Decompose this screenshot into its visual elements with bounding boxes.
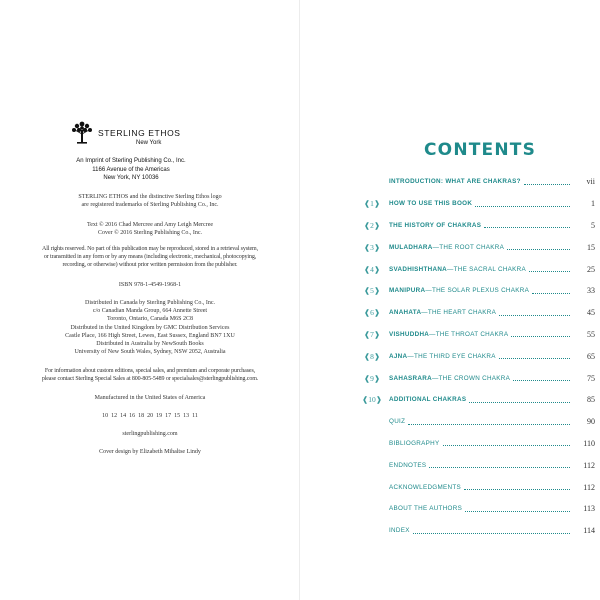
toc-page-number: 5 — [591, 220, 595, 230]
toc-entry[interactable] — [355, 280, 595, 302]
toc-chapter-number: ❰10❱ — [361, 395, 383, 405]
toc-title-main: ANAHATA — [389, 309, 422, 317]
toc-leader-dots — [443, 444, 571, 446]
toc-page-number: 112 — [583, 460, 595, 470]
sales-info: For information about custom editions, special sales, and premium and corporate purchases, please contact Sterling Special Sales at 800-805-5489 or specialsales@sterlingpublishing.com. — [41, 368, 259, 383]
toc-chapter-number: ❰9❱ — [363, 373, 381, 383]
cover-design-credit: Cover design by Elizabeth Mihaltse Lindy — [99, 449, 201, 455]
imprint-address: An Imprint of Sterling Publishing Co., Inc. 1166 Avenue of the Americas New York, NY 10036 — [76, 158, 186, 181]
text-copyright: Text © 2016 Chad Mercree and Amy Leigh Mercree Cover © 2016 Sterling Publishing Co., Inc. — [86, 222, 214, 237]
toc-chapter-number: ❰7❱ — [363, 329, 381, 339]
toc-title-rest: ENDNOTES — [389, 461, 427, 469]
toc-title-rest: —THE SOLAR PLEXUS CHAKRA — [425, 287, 530, 295]
toc-chapter-number: ❰5❱ — [363, 286, 381, 296]
toc-title-rest: ACKNOWLEDGMENTS — [389, 483, 462, 491]
toc-title — [389, 178, 521, 185]
toc-page-number: 33 — [587, 286, 595, 296]
toc-title-main: VISHUDDHA — [389, 330, 430, 338]
toc-page-number: 75 — [587, 373, 595, 383]
toc-title-rest: —THE THROAT CHAKRA — [429, 330, 509, 338]
toc-leader-dots — [513, 379, 570, 381]
toc-chapter-number: ❰4❱ — [363, 264, 381, 274]
toc-entry[interactable] — [355, 498, 595, 520]
toc-title-rest: —THE ROOT CHAKRA — [432, 243, 505, 251]
toc-leader-dots — [532, 292, 570, 294]
toc-leader-dots — [484, 226, 570, 228]
toc-leader-dots — [511, 335, 570, 337]
toc-leader-dots — [499, 357, 570, 359]
toc-chapter-number: ❰6❱ — [363, 308, 381, 318]
toc-leader-dots — [465, 510, 570, 512]
toc-title — [389, 484, 461, 491]
trademark-notice: STERLING ETHOS and the distinctive Sterling Ethos logo are registered trademarks of Sterling Publishing Co., Inc. — [78, 194, 222, 209]
toc-title — [389, 222, 481, 229]
toc-title-rest: QUIZ — [389, 418, 406, 426]
toc-title — [389, 244, 504, 251]
toc-chapter-number: ❰1❱ — [363, 199, 381, 209]
toc-page-number: 112 — [583, 482, 595, 492]
toc-title-main: SVADHISHTHANA — [389, 265, 448, 273]
toc-title — [389, 396, 466, 403]
toc-title — [389, 505, 462, 512]
toc-chapter-number: ❰8❱ — [363, 351, 381, 361]
toc-page-number: 114 — [583, 526, 595, 536]
toc-entry[interactable] — [355, 258, 595, 280]
toc-title — [389, 287, 529, 294]
toc-leader-dots — [507, 248, 570, 250]
toc-leader-dots — [429, 466, 570, 468]
toc-leader-dots — [413, 532, 570, 534]
toc-leader-dots — [475, 205, 570, 207]
toc-title-rest: —THE HEART CHAKRA — [421, 309, 497, 317]
logo-city: New York — [136, 140, 162, 146]
toc-title-main: ADDITIONAL CHAKRAS — [389, 396, 467, 404]
toc-title-main: AJNA — [389, 352, 408, 360]
toc-page-number: 15 — [587, 242, 595, 252]
toc-leader-dots — [529, 270, 570, 272]
toc-page-number: 110 — [583, 438, 595, 448]
toc-entry[interactable] — [355, 302, 595, 324]
toc-page-number: 55 — [587, 329, 595, 339]
toc-title-main: HOW TO USE THIS BOOK — [389, 200, 473, 208]
toc-title-rest: —THE THIRD EYE CHAKRA — [407, 352, 496, 360]
toc-title-main: INTRODUCTION: WHAT ARE CHAKRAS? — [389, 178, 521, 186]
toc-title — [389, 353, 496, 360]
toc-title — [389, 462, 426, 469]
manufactured-line: Manufactured in the United States of America — [94, 395, 206, 401]
distribution-info: Distributed in Canada by Sterling Publishing Co., Inc. c/o Canadian Manda Group, 664 Annette Street Toronto, Ontario, Canada M6S 2C8 Distributed in the United Kingdom by GMC Distribution Services Castle Place, 166 High Street, Lewes, East Sussex, England BN7 1XU Distributed in Australia by NewSouth Books University of New South Wales, Sydney, NSW 2052, Australia — [65, 300, 235, 356]
toc-title-main: MULADHARA — [389, 243, 433, 251]
toc-title — [389, 331, 508, 338]
toc-chapter-number: ❰2❱ — [363, 220, 381, 230]
toc-leader-dots — [464, 488, 570, 490]
toc-page-number: 45 — [587, 308, 595, 318]
toc-entry[interactable] — [355, 367, 595, 389]
publisher-logo — [70, 118, 220, 152]
toc-leader-dots — [408, 423, 570, 425]
toc-title-rest: —THE CROWN CHAKRA — [431, 374, 511, 382]
toc-entry[interactable] — [355, 520, 595, 542]
toc-title-main: SAHASRARA — [389, 374, 432, 382]
toc-entry[interactable] — [355, 215, 595, 237]
toc-entry[interactable] — [355, 389, 595, 411]
toc-page-number: 65 — [587, 351, 595, 361]
toc-page-number: 1 — [591, 199, 595, 209]
rights-notice: All rights reserved. No part of this publication may be reproduced, stored in a retrieval system, or transmitted in any form or by any means (including electronic, mechanical, photocopying, recording, or otherwise) without prior written permission from the publisher. — [42, 246, 258, 269]
toc-title — [389, 266, 526, 273]
logo-brand: STERLING ETHOS — [98, 128, 181, 138]
toc-title-main: THE HISTORY OF CHAKRAS — [389, 221, 482, 229]
toc-entry[interactable] — [355, 454, 595, 476]
isbn: ISBN 978-1-4549-1968-1 — [118, 282, 182, 288]
toc-chapter-number: ❰3❱ — [363, 242, 381, 252]
toc-title — [389, 418, 405, 425]
toc-title — [389, 375, 510, 382]
toc-entry[interactable] — [355, 324, 595, 346]
toc-entry[interactable] — [355, 236, 595, 258]
toc-entry[interactable] — [355, 476, 595, 498]
toc-page-number: 85 — [587, 395, 595, 405]
toc-page-number: 25 — [587, 264, 595, 274]
toc-title-rest: BIBLIOGRAPHY — [389, 439, 440, 447]
toc-title — [389, 200, 472, 207]
toc-entry[interactable] — [355, 193, 595, 215]
toc-title — [389, 440, 440, 447]
toc-leader-dots — [524, 183, 570, 185]
toc-title — [389, 309, 496, 316]
toc-title-rest: ABOUT THE AUTHORS — [389, 505, 463, 513]
toc-page-number: 90 — [587, 417, 595, 427]
toc-title-rest: INDEX — [389, 527, 410, 535]
toc-title-main: MANIPURA — [389, 287, 426, 295]
table-of-contents — [355, 171, 595, 542]
toc-title-rest: —THE SACRAL CHAKRA — [447, 265, 527, 273]
toc-entry[interactable] — [355, 411, 595, 433]
toc-title — [389, 527, 410, 534]
toc-page-number: vii — [586, 177, 595, 187]
toc-page-number: 113 — [583, 504, 595, 514]
contents-title: CONTENTS — [424, 140, 537, 160]
toc-leader-dots — [469, 401, 570, 403]
toc-entry[interactable] — [355, 171, 595, 193]
print-line: 10 12 14 16 18 20 19 17 15 13 11 — [102, 413, 198, 419]
toc-entry[interactable] — [355, 433, 595, 455]
toc-entry[interactable] — [355, 345, 595, 367]
tree-icon — [70, 118, 94, 148]
website: sterlingpublishing.com — [122, 431, 178, 437]
toc-leader-dots — [499, 314, 570, 316]
